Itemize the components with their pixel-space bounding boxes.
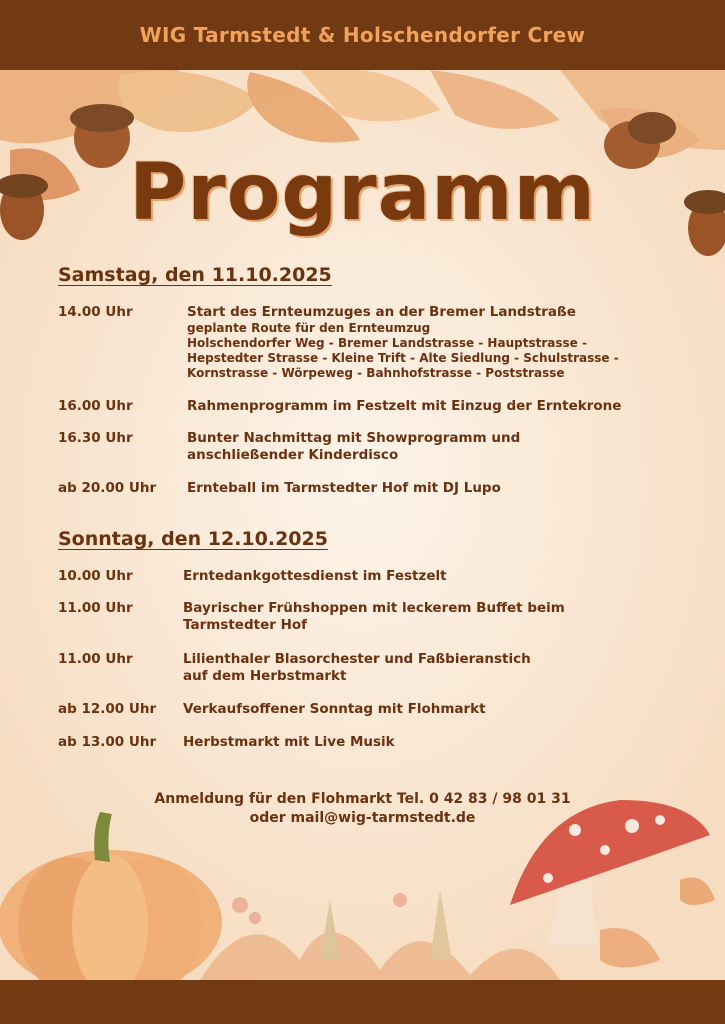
event-line: Ernteball im Tarmstedter Hof mit DJ Lupo [187, 480, 501, 496]
event-time: 11.00 Uhr [58, 651, 133, 667]
saturday-heading: Samstag, den 11.10.2025 [58, 264, 332, 286]
route-line: Kornstrasse - Wörpeweg - Bahnhofstrasse - Poststrasse [187, 366, 565, 380]
event-description [183, 734, 395, 751]
event-line: Verkaufsoffener Sonntag mit Flohmarkt [183, 701, 486, 717]
event-description [183, 651, 531, 685]
registration-email: oder mail@wig-tarmstedt.de [249, 810, 476, 826]
event-line: Bunter Nachmittag mit Showprogramm und [187, 430, 521, 446]
event-line: anschließender Kinderdisco [187, 447, 399, 463]
event-line: Herbstmarkt mit Live Musik [183, 734, 395, 750]
event-line: Erntedankgottesdienst im Festzelt [183, 568, 447, 584]
event-time: ab 20.00 Uhr [58, 480, 157, 496]
sunday-heading: Sonntag, den 12.10.2025 [58, 528, 328, 550]
route-line: Hepstedter Strasse - Kleine Trift - Alte Siedlung - Schulstrasse - [187, 351, 619, 365]
header-title: WIG Tarmstedt & Holschendorfer Crew [139, 23, 586, 47]
event-line: Start des Ernteumzuges an der Bremer Landstraße [187, 304, 576, 320]
event-time: 11.00 Uhr [58, 600, 133, 616]
event-line: Rahmenprogramm im Festzelt mit Einzug der Erntekrone [187, 398, 622, 414]
event-line: Tarmstedter Hof [183, 617, 308, 633]
event-description [187, 430, 520, 464]
event-line: Bayrischer Frühshoppen mit leckerem Buffet beim [183, 600, 565, 616]
header-bar [0, 0, 725, 70]
event-description [187, 398, 621, 415]
event-time: 16.00 Uhr [58, 398, 133, 414]
registration-phone: Anmeldung für den Flohmarkt Tel. 0 42 83 / 98 01 31 [154, 791, 571, 807]
event-description [183, 600, 565, 634]
event-time: 10.00 Uhr [58, 568, 133, 584]
event-description [187, 304, 619, 381]
page-title: Programm [129, 148, 596, 238]
route-line: Holschendorfer Weg - Bremer Landstrasse - Hauptstrasse - [187, 336, 587, 350]
event-description [183, 568, 447, 585]
event-time: ab 12.00 Uhr [58, 701, 157, 717]
event-description [187, 480, 501, 497]
footer-bar [0, 980, 725, 1024]
route-line: geplante Route für den Ernteumzug [187, 321, 431, 335]
event-time: ab 13.00 Uhr [58, 734, 157, 750]
event-time: 14.00 Uhr [58, 304, 133, 320]
event-line: auf dem Herbstmarkt [183, 668, 347, 684]
registration-note [0, 790, 725, 828]
event-description [183, 701, 486, 718]
event-time: 16.30 Uhr [58, 430, 133, 446]
event-line: Lilienthaler Blasorchester und Faßbieranstich [183, 651, 531, 667]
